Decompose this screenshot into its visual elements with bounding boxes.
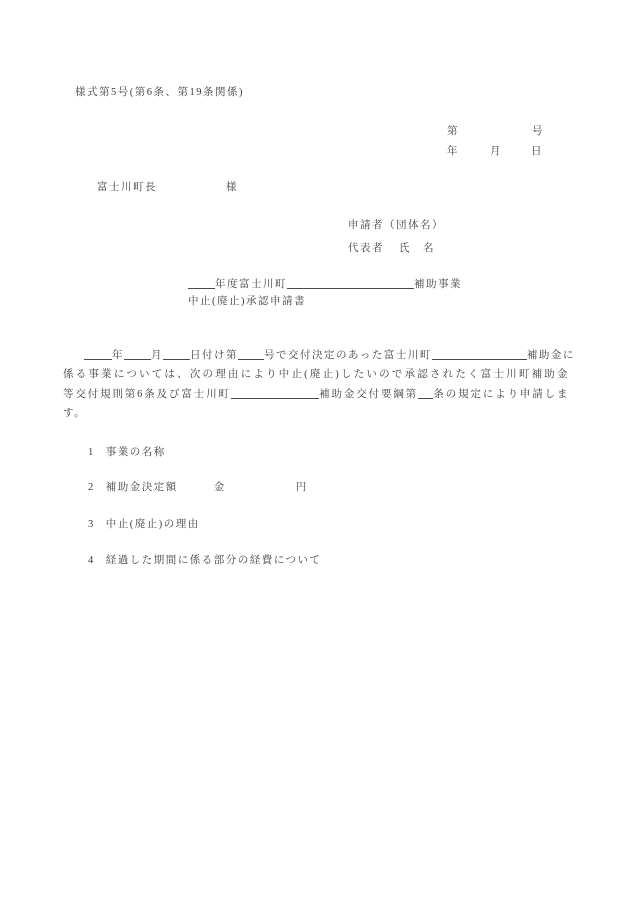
title-project-blank-field <box>287 279 414 289</box>
item-2-amount-gap1 <box>178 489 214 490</box>
ref-number-line <box>447 123 544 138</box>
doc-title-line2: 中止(廃止)承認申請書 <box>188 296 306 307</box>
body-line-3 <box>63 386 569 401</box>
body-line1-seg5: 補助金に <box>526 350 575 361</box>
item-2-unit-prefix: 金 <box>213 482 226 493</box>
addressee-line <box>97 179 238 194</box>
body-month-blank-field <box>124 350 151 360</box>
body-line3-seg3: 条の規定により申請しま <box>433 389 570 400</box>
body-year-blank-field <box>84 350 112 360</box>
date-line <box>447 143 543 158</box>
item-2-label: 補助金決定額 <box>105 482 178 493</box>
addressee-honorific: 様 <box>226 182 238 193</box>
addressee-name: 富士川町長 <box>97 182 157 193</box>
list-item-3 <box>88 516 200 531</box>
date-year-label: 年 <box>447 146 459 157</box>
body-day-blank-field <box>163 350 190 360</box>
ref-number-prefix: 第 <box>447 126 459 137</box>
item-3-number: 3 <box>88 519 95 530</box>
list-item-4 <box>88 552 322 567</box>
doc-title-line1 <box>188 276 462 291</box>
date-month-label: 月 <box>490 146 502 157</box>
item-3-gap <box>95 526 106 527</box>
item-2-number: 2 <box>88 482 95 493</box>
item-2-gap <box>95 489 106 490</box>
item-2-unit-suffix: 円 <box>295 482 308 493</box>
item-1-number: 1 <box>88 447 95 458</box>
item-4-number: 4 <box>88 555 95 566</box>
item-1-label: 事業の名称 <box>105 447 166 458</box>
item-2-amount-blank <box>226 489 296 490</box>
applicant-rep-label: 代表者 <box>348 243 384 254</box>
date-year-blank <box>459 153 490 154</box>
ref-number-blank <box>459 133 532 134</box>
body-line1-seg1: 年 <box>112 350 124 361</box>
item-4-gap <box>95 562 106 563</box>
body-article-blank-field <box>418 389 433 399</box>
applicant-representative-line <box>348 240 444 255</box>
body-line-4: す。 <box>63 408 87 419</box>
body-line1-seg4: 号で交付決定のあった富士川町 <box>264 350 432 361</box>
body-subsidy-name-blank-field <box>432 350 527 360</box>
form-number: 様式第5号(第6条、第19条関係) <box>75 87 244 98</box>
item-3-label: 中止(廃止)の理由 <box>105 519 200 530</box>
date-day-label: 日 <box>531 146 543 157</box>
list-item-1 <box>88 444 166 459</box>
applicant-block <box>348 217 444 255</box>
body-line1-seg3: 日付け第 <box>190 350 238 361</box>
paragraph-indent <box>63 357 84 358</box>
title-year-blank-field <box>188 279 215 289</box>
applicant-rep-gap <box>384 250 399 251</box>
body-line-1 <box>63 347 575 362</box>
ref-number-suffix: 号 <box>532 126 544 137</box>
applicant-title-label: 申請者（団体名） <box>348 220 444 231</box>
body-line1-seg2: 月 <box>151 350 163 361</box>
body-line3-seg1: 等交付規則第6条及び富士川町 <box>63 389 231 400</box>
date-month-blank <box>502 153 531 154</box>
list-item-2 <box>88 479 308 494</box>
body-number-blank-field <box>238 350 264 360</box>
doc-title-seg2: 補助事業 <box>414 279 462 290</box>
body-line3-seg2: 補助金交付要綱第 <box>318 389 419 400</box>
doc-title-seg1: 年度富士川町 <box>215 279 287 290</box>
body-line-2: 係る事業については、次の理由により中止(廃止)したいので承認されたく富士川町補助金 <box>63 369 569 380</box>
applicant-name-label: 氏 名 <box>399 243 435 254</box>
addressee-gap <box>157 189 226 190</box>
item-1-gap <box>95 454 106 455</box>
item-4-label: 経過した期間に係る部分の経費について <box>105 555 322 566</box>
body-grant-name-blank-field <box>231 389 319 399</box>
